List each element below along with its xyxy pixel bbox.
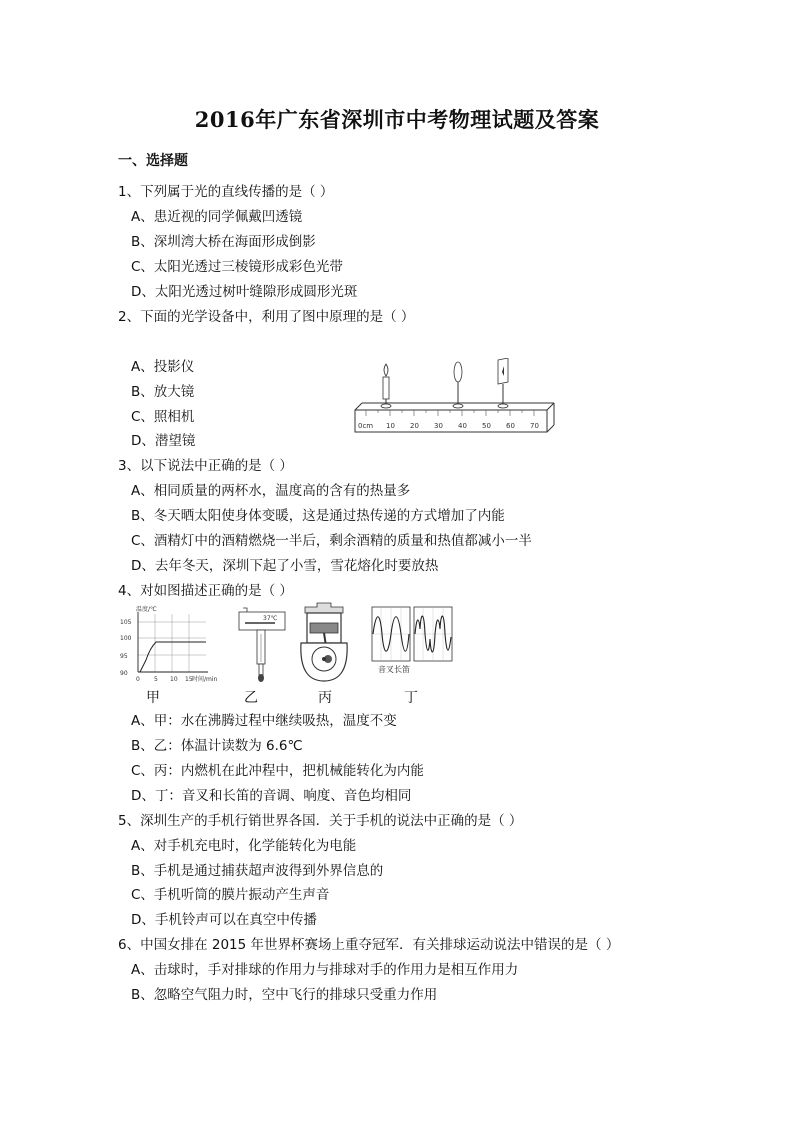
question-6-stem: 6、中国女排在 2015 年世界杯赛场上重夺冠军．有关排球运动说法中错误的是（ ） xyxy=(118,937,620,953)
graph-ytick-105: 105 xyxy=(120,619,132,626)
temperature-time-graph xyxy=(118,604,218,684)
waveform-label: 音叉长笛 xyxy=(378,665,410,674)
graph-ylabel: 温度/℃ xyxy=(136,606,157,613)
question-4-option-a: A、甲：水在沸腾过程中继续吸热，温度不变 xyxy=(131,713,397,729)
graph-xlabel: 时间/min xyxy=(192,676,218,683)
graph-ytick-95: 95 xyxy=(120,653,128,660)
question-3-option-a: A、相同质量的两杯水，温度高的含有的热量多 xyxy=(131,483,411,499)
question-1-option-c: C、太阳光透过三棱镜形成彩色光带 xyxy=(131,259,343,275)
question-4-option-b: B、乙：体温计读数为 6.6℃ xyxy=(131,738,303,754)
graph-xtick-5: 5 xyxy=(154,676,158,683)
ruler-label-50: 50 xyxy=(482,422,491,430)
page-title: 2016年广东省深圳市中考物理试题及答案 xyxy=(194,107,600,132)
question-4-option-d: D、丁：音叉和长笛的音调、响度、音色均相同 xyxy=(131,788,412,804)
ruler-label-10: 10 xyxy=(386,422,395,430)
ruler-label-40: 40 xyxy=(458,422,467,430)
graph-ytick-90: 90 xyxy=(120,670,128,677)
graph-ytick-100: 100 xyxy=(120,635,132,642)
question-1-option-b: B、深圳湾大桥在海面形成倒影 xyxy=(131,234,316,250)
candle-icon xyxy=(381,364,391,408)
ruler-label-70: 70 xyxy=(530,422,539,430)
question-5-option-d: D、手机铃声可以在真空中传播 xyxy=(131,912,317,928)
question-2-option-a: A、投影仪 xyxy=(131,359,195,375)
question-3-option-b: B、冬天晒太阳使身体变暖，这是通过热传递的方式增加了内能 xyxy=(131,508,505,524)
engine-cylinder-figure xyxy=(295,601,353,685)
figure-caption-ding: 丁 xyxy=(404,690,418,706)
question-5-option-c: C、手机听筒的膜片振动产生声音 xyxy=(131,887,330,903)
graph-xtick-0: 0 xyxy=(136,676,140,683)
question-6-option-b: B、忽略空气阻力时，空中飞行的排球只受重力作用 xyxy=(131,987,438,1003)
question-5-stem: 5、深圳生产的手机行销世界各国．关于手机的说法中正确的是（ ） xyxy=(118,813,523,829)
thermometer-reading: 37℃ xyxy=(263,615,278,622)
thermometer-figure xyxy=(235,604,290,684)
question-5-option-b: B、手机是通过捕获超声波得到外界信息的 xyxy=(131,863,384,879)
question-3-stem: 3、以下说法中正确的是（ ） xyxy=(118,458,293,474)
lens-icon xyxy=(453,362,463,408)
optical-bench-figure xyxy=(352,358,557,440)
ruler-label-60: 60 xyxy=(506,422,515,430)
question-2-option-c: C、照相机 xyxy=(131,409,195,425)
question-3-option-c: C、酒精灯中的酒精燃烧一半后，剩余酒精的质量和热值都减小一半 xyxy=(131,533,532,549)
ruler-label-20: 20 xyxy=(410,422,419,430)
question-2-option-d: D、潜望镜 xyxy=(131,433,196,449)
graph-xtick-10: 10 xyxy=(170,676,178,683)
figure-caption-yi: 乙 xyxy=(244,690,258,706)
screen-icon xyxy=(498,358,508,408)
question-1-option-a: A、患近视的同学佩戴凹透镜 xyxy=(131,209,303,225)
graph-xtick-15: 15 xyxy=(185,676,193,683)
section-heading: 一、选择题 xyxy=(118,153,188,169)
question-3-option-d: D、去年冬天，深圳下起了小雪，雪花熔化时要放热 xyxy=(131,558,439,574)
sound-waveform-figure xyxy=(370,605,454,675)
question-1-option-d: D、太阳光透过树叶缝隙形成圆形光斑 xyxy=(131,284,358,300)
question-2-option-b: B、放大镜 xyxy=(131,384,195,400)
question-5-option-a: A、对手机充电时，化学能转化为电能 xyxy=(131,838,357,854)
question-4-stem: 4、对如图描述正确的是（ ） xyxy=(118,583,293,599)
question-1-stem: 1、下列属于光的直线传播的是（ ） xyxy=(118,184,334,200)
figure-caption-bing: 丙 xyxy=(318,690,332,706)
figure-caption-jia: 甲 xyxy=(146,690,160,706)
ruler-label-0: 0cm xyxy=(358,422,374,430)
ruler-label-30: 30 xyxy=(434,422,443,430)
question-6-option-a: A、击球时，手对排球的作用力与排球对手的作用力是相互作用力 xyxy=(131,962,519,978)
question-2-stem: 2、下面的光学设备中，利用了图中原理的是（ ） xyxy=(118,309,415,325)
question-4-option-c: C、丙：内燃机在此冲程中，把机械能转化为内能 xyxy=(131,763,424,779)
